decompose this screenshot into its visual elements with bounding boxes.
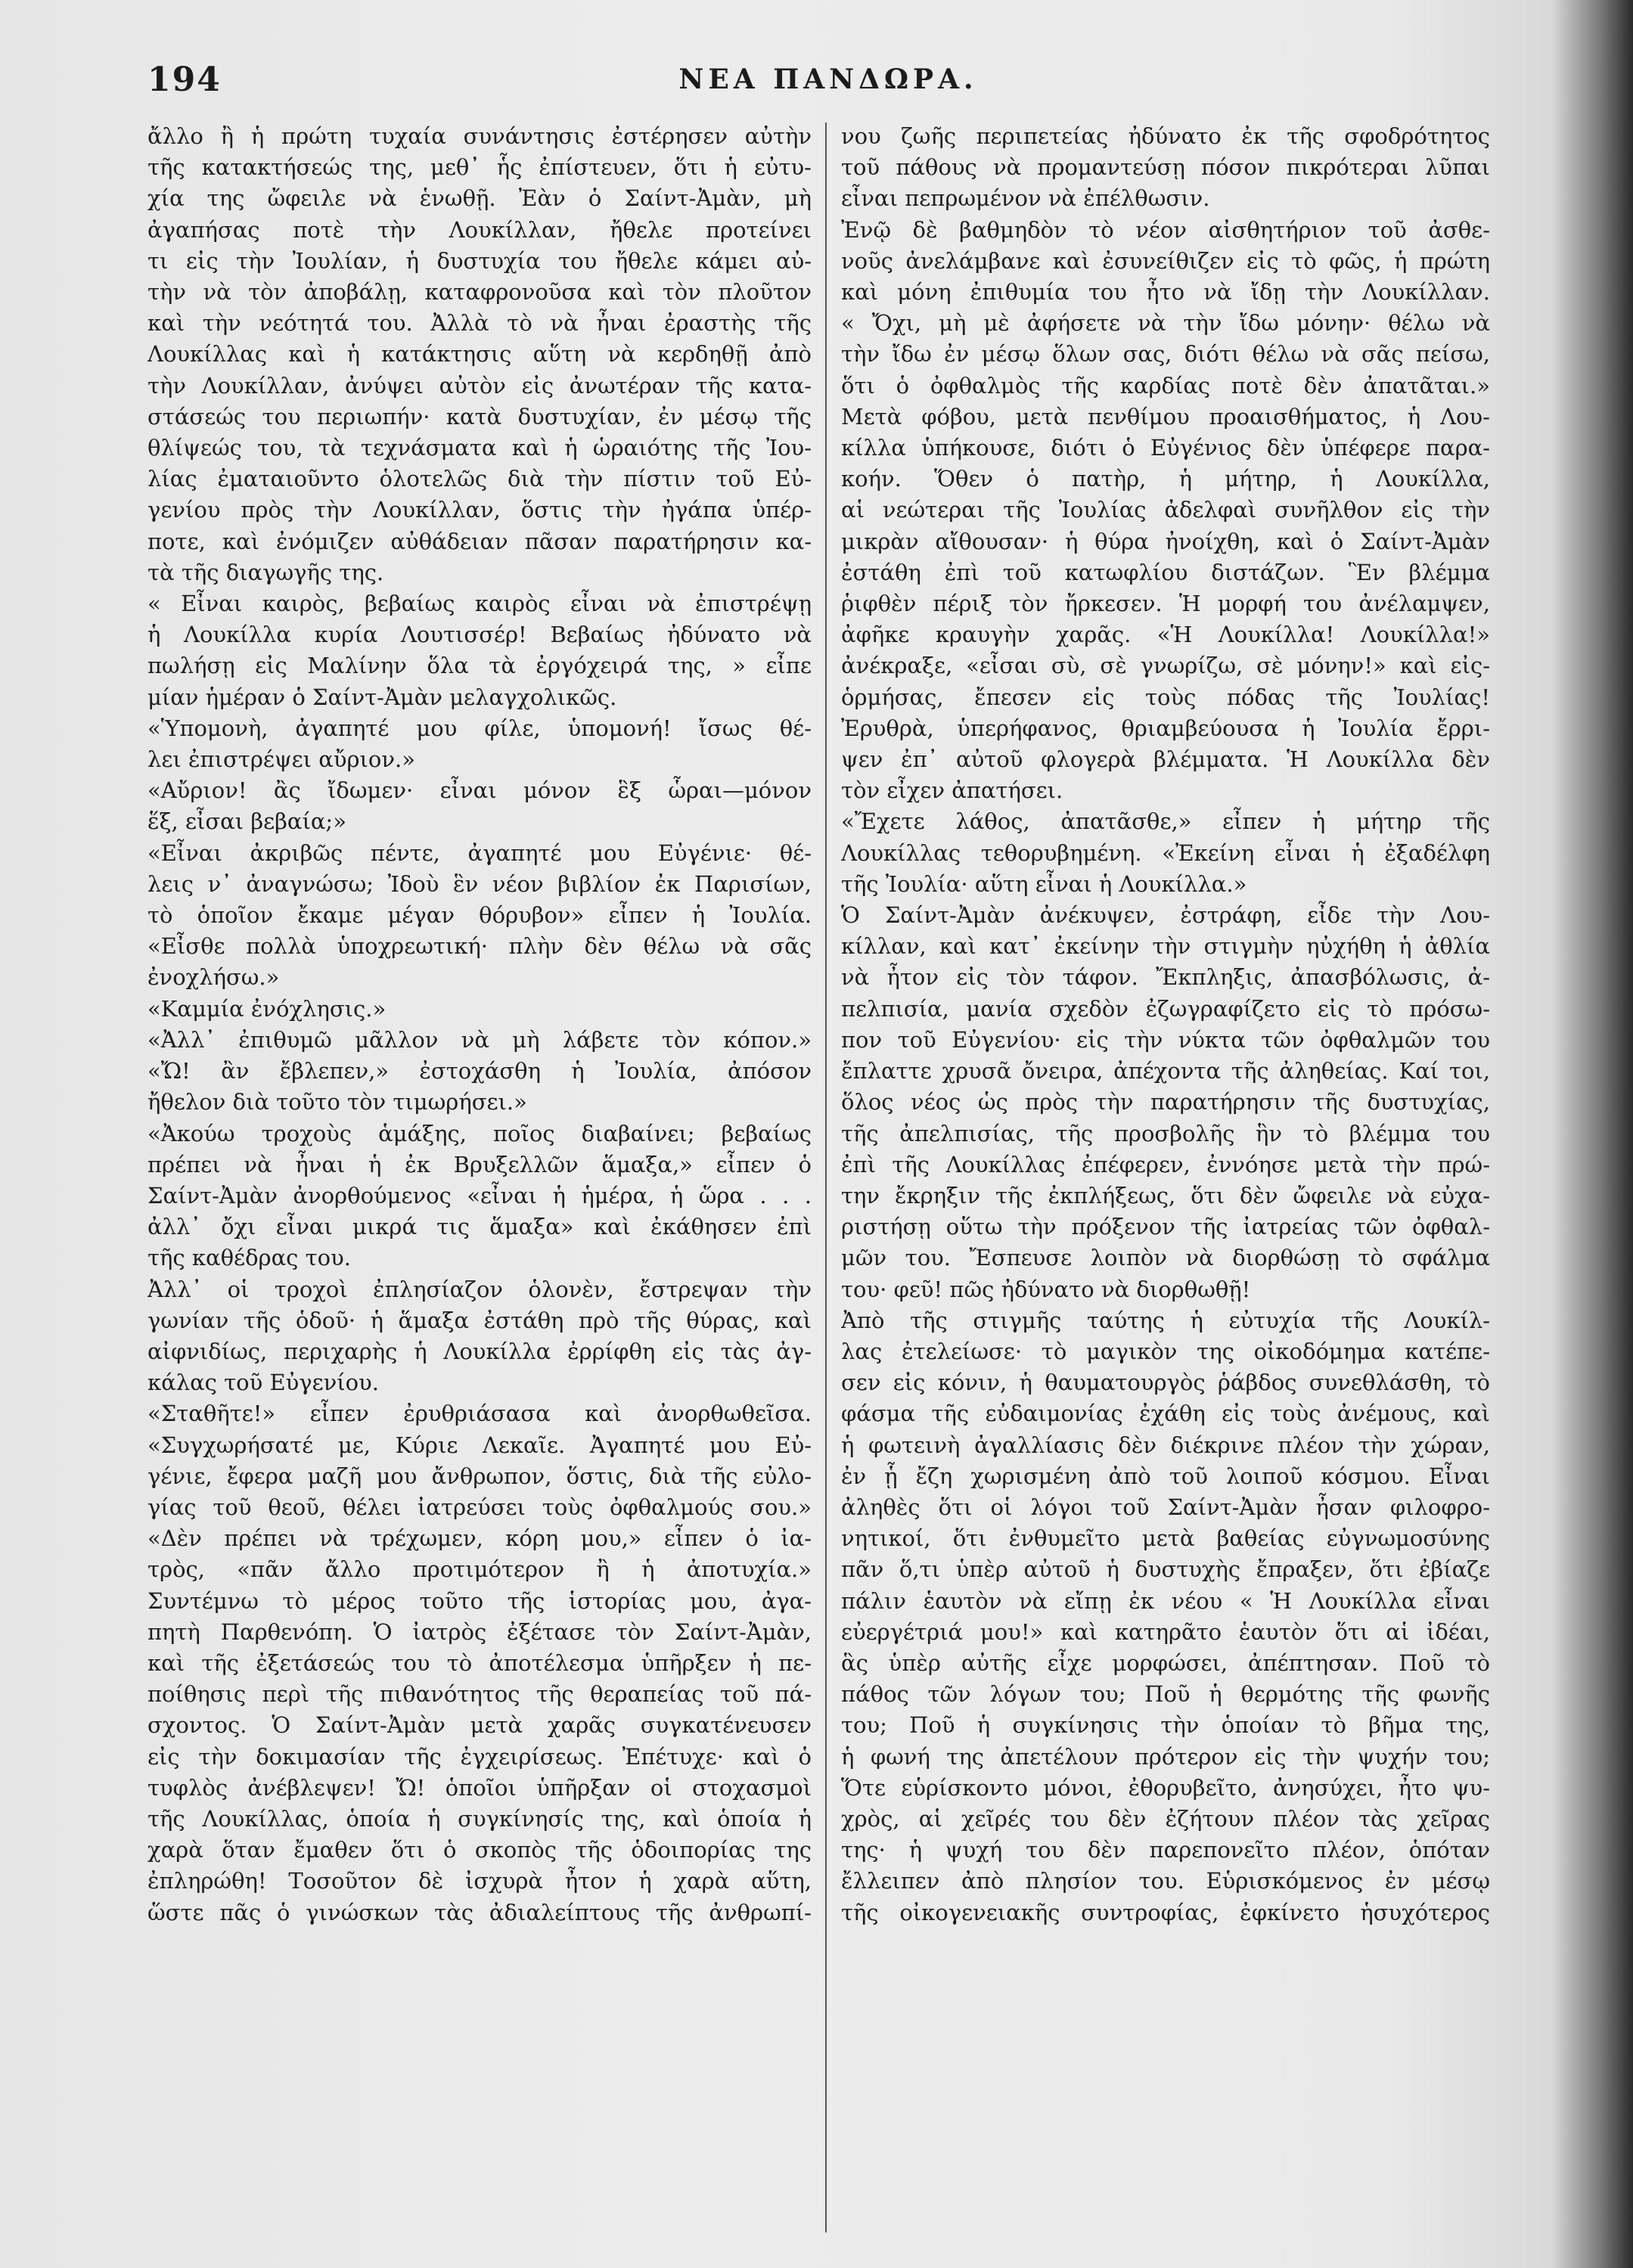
text-line: αἱ νεώτεραι τῆς Ἰουλίας ἀδελφαὶ συνῆλθον εἰς τὴν (841, 497, 1490, 523)
text-line: Λουκίλλας τεθορυβημένη. «Ἐκείνη εἶναι ἡ ἐξαδέλφη (841, 839, 1490, 866)
text-line: Ὁ Σαίντ-Ἀμὰν ἀνέκυψεν, ἐστράφη, εἶδε τὴν Λου- (841, 902, 1490, 929)
text-line: γίας τοῦ θεοῦ, θέλει ἰατρεύσει τοὺς ὀφθαλμούς σου.» (147, 1494, 812, 1520)
text-line: Σαίντ-Ἀμὰν ἀνορθούμενος «εἶναι ἡ ἡμέρα, ἡ ὥρα . . . (147, 1182, 812, 1208)
text-line: ἐπληρώθη! Τοσοῦτον δὲ ἰσχυρὰ ἦτον ἡ χαρὰ αὕτη, (147, 1868, 812, 1894)
text-line: τῆς καθέδρας του. (147, 1245, 351, 1271)
text-line: «Συγχωρήσατέ με, Κύριε Λεκαῖε. Ἀγαπητέ μου Εὐ- (147, 1432, 812, 1458)
text-line: «Δὲν πρέπει νὰ τρέχωμεν, κόρη μου,» εἶπεν ὁ ἰα- (147, 1525, 812, 1552)
text-line: λίας ἐματαιοῦντο ὁλοτελῶς διὰ τὴν πίστιν τοῦ Εὐ- (147, 466, 812, 492)
text-line: τυφλὸς ἀνέβλεψεν! Ὤ! ὁποῖοι ὑπῆρξαν οἱ στοχασμοὶ (147, 1774, 812, 1801)
text-line: χρὸς, αἱ χεῖρές του δὲν ἐζήτουν πλέον τὰς χεῖρας (841, 1805, 1490, 1832)
text-line: ἤθελον διὰ τοῦτο τὸν τιμωρήσει.» (147, 1089, 527, 1115)
text-line: ψεν ἐπ᾿ αὐτοῦ φλογερὰ βλέμματα. Ἡ Λουκίλλα δὲν (841, 746, 1490, 773)
text-line: τῆς Ἰουλία· αὕτη εἶναι ἡ Λουκίλλα.» (841, 870, 1247, 897)
text-line: λας ἐτελείωσε· τὸ μαγικὸν της οἰκοδόμημα κατέπε- (841, 1338, 1490, 1364)
text-line: σεν εἰς κόνιν, ἡ θαυματουργὸς ῥάβδος συνεθλάσθη, τὸ (841, 1370, 1490, 1396)
text-line: νὰ ἦτον εἰς τὸν τάφον. Ἔκπληξις, ἀπασβόλωσις, ἀ- (841, 964, 1490, 991)
text-line: μῶν του. Ἔσπευσε λοιπὸν νὰ διορθώσῃ τὸ σφάλμα (841, 1245, 1490, 1271)
text-line: κάλας τοῦ Εὐγενίου. (147, 1370, 379, 1396)
text-line: ἃς ὑπὲρ αὐτῆς εἶχε μορφώσει, ἀπέπτησαν. Ποῦ τὸ (841, 1649, 1490, 1676)
text-line: «Καμμία ἐνόχλησις.» (147, 995, 387, 1022)
text-line: πᾶν ὅ,τι ὑπὲρ αὐτοῦ ἡ δυστυχὴς ἔπραξεν, ὅτι ἐβίαζε (841, 1556, 1490, 1583)
text-line: πελπισία, μανία σχεδὸν ἐζωγραφίζετο εἰς τὸ πρόσω- (841, 995, 1490, 1022)
text-line: φάσμα τῆς εὐδαιμονίας ἐχάθη εἰς τοὺς ἀνέμους, καὶ (841, 1401, 1490, 1427)
text-line: Ἐνῷ δὲ βαθμηδὸν τὸ νέον αἰσθητήριον τοῦ ἀσθε- (841, 216, 1490, 243)
text-line: του· φεῦ! πῶς ἠδύνατο νὰ διορθωθῇ! (841, 1276, 1251, 1302)
text-line: Μετὰ φόβου, μετὰ πενθίμου προαισθήματος, ἡ Λου- (841, 403, 1490, 430)
text-line: Λουκίλλας καὶ ἡ κατάκτησις αὕτη νὰ κερδηθῇ ἀπὸ (147, 341, 812, 368)
text-line: «Ἀλλ᾿ ἐπιθυμῶ μᾶλλον νὰ μὴ λάβετε τὸν κόπον.» (147, 1026, 812, 1053)
text-line: εἶναι πεπρωμένον νὰ ἐπέλθωσιν. (841, 185, 1210, 212)
text-line: «Ἀκούω τροχοὺς ἁμάξης, ποῖος διαβαίνει; βεβαίως (147, 1120, 812, 1146)
text-line: νου ζωῆς περιπετείας ἠδύνατο ἐκ τῆς σφοδρότητος (841, 123, 1490, 149)
text-line: του; Ποῦ ἡ συγκίνησις τὴν ὁποίαν τὸ βῆμα της, (841, 1712, 1490, 1739)
text-line: σχοντος. Ὁ Σαίντ-Ἀμὰν μετὰ χαρᾶς συγκατένευσεν (147, 1712, 812, 1739)
text-line: πάθος τῶν λόγων του; Ποῦ ἡ θερμότης τῆς φωνῆς (841, 1681, 1490, 1708)
text-line: εἰς τὴν δοκιμασίαν τῆς ἐγχειρίσεως. Ἐπέτυχε· καὶ ὁ (147, 1743, 812, 1770)
text-line: τὴν Λουκίλλαν, ἀνύψει αὐτὸν εἰς ἀνωτέραν τῆς κατα- (147, 372, 812, 399)
text-line: της· ἡ ψυχή του δὲν παρεπονεῖτο πλέον, ὁπόταν (841, 1837, 1490, 1863)
text-line: κίλλαν, καὶ κατ᾿ ἐκείνην τὴν στιγμὴν ηὐχήθη ἡ ἀθλία (841, 933, 1490, 960)
text-line: «Εἶναι ἀκριβῶς πέντε, ἀγαπητέ μου Εὐγένιε· θέ- (147, 839, 812, 866)
text-line: Συντέμνω τὸ μέρος τοῦτο τῆς ἱστορίας μου, ἀγα- (147, 1587, 812, 1614)
running-title: ΝΕΑ ΠΑΝΔΩΡΑ. (678, 64, 978, 95)
text-line: πάλιν ἑαυτὸν νὰ εἴπῃ ἐκ νέου « Ἡ Λουκίλλα εἶναι (841, 1587, 1490, 1614)
text-line: λει ἐπιστρέψει αὔριον.» (147, 746, 415, 773)
text-line: «Αὔριον! ἂς ἴδωμεν· εἶναι μόνον ἓξ ὧραι—μόνον (147, 777, 812, 804)
text-line: ἄλλο ἢ ἡ πρώτη τυχαία συνάντησις ἐστέρησεν αὐτὴν (147, 123, 812, 149)
text-line: Ἀπὸ τῆς στιγμῆς ταύτης ἡ εὐτυχία τῆς Λουκίλ- (841, 1307, 1490, 1333)
text-line: ἀγαπήσας ποτὲ τὴν Λουκίλλαν, ἤθελε προτείνει (147, 216, 812, 243)
text-line: τῆς κατακτήσεώς της, μεθ᾿ ἧς ἐπίστευεν, ὅτι ἡ εὐτυ- (147, 154, 812, 181)
text-line: γωνίαν τῆς ὁδοῦ· ἡ ἅμαξα ἐστάθη πρὸ τῆς θύρας, καὶ (147, 1307, 812, 1333)
text-line: ἡ Λουκίλλα κυρία Λουτισσέρ! Βεβαίως ἠδύνατο νὰ (147, 622, 812, 648)
text-line: λεις ν᾿ ἀναγνώσω; Ἰδοὺ ἓν νέον βιβλίον ἐκ Παρισίων, (147, 870, 812, 897)
text-line: ῥιφθὲν πέριξ τὸν ἤρκεσεν. Ἡ μορφή του ἀνέλαμψεν, (841, 591, 1490, 617)
text-line: μίαν ἡμέραν ὁ Σαίντ-Ἀμὰν μελαγχολικῶς. (147, 684, 617, 710)
text-line: καὶ τὴν νεότητά του. Ἀλλὰ τὸ νὰ ἦναι ἐραστὴς τῆς (147, 310, 812, 337)
text-line: αἰφνιδίως, περιχαρὴς ἡ Λουκίλλα ἐρρίφθη εἰς τὰς ἀγ- (147, 1338, 812, 1364)
page-header (147, 61, 1509, 113)
left-column (147, 121, 812, 2231)
text-line: ἔλλειπεν ἀπὸ πλησίον του. Εὑρισκόμενος ἐν μέσῳ (841, 1868, 1490, 1894)
text-line: τῆς ἀπελπισίας, τῆς προσβολῆς ἣν τὸ βλέμμα του (841, 1120, 1490, 1146)
text-line: τὴν ἴδω ἐν μέσῳ ὅλων σας, διότι θέλω νὰ σᾶς πείσω, (841, 341, 1490, 368)
text-line: «Εἶσθε πολλὰ ὑποχρεωτική· πλὴν δὲν θέλω νὰ σᾶς (147, 933, 812, 960)
text-line: καὶ μόνη ἐπιθυμία του ἦτο νὰ ἴδῃ τὴν Λουκίλλαν. (841, 279, 1490, 306)
text-line: χαρὰ ὅταν ἔμαθεν ὅτι ὁ σκοπὸς τῆς ὁδοιπορίας της (147, 1837, 812, 1863)
text-line: νοῦς ἀνελάμβανε καὶ ἐσυνείθιζεν εἰς τὸ φῶς, ἡ πρώτη (841, 247, 1490, 274)
text-line: ἀνέκραξε, «εἶσαι σὺ, σὲ γνωρίζω, σὲ μόνην!» καὶ εἰς- (841, 653, 1490, 679)
text-line: στάσεώς του περιωπήν· κατὰ δυστυχίαν, ἐν μέσῳ τῆς (147, 403, 812, 430)
text-line: «Ὤ! ἂν ἔβλεπεν,» ἐστοχάσθη ἡ Ἰουλία, ἀπόσον (147, 1058, 812, 1084)
text-line: ἐστάθη ἐπὶ τοῦ κατωφλίου διστάζων. Ἓν βλέμμα (841, 559, 1490, 585)
text-line: ὁρμήσας, ἔπεσεν εἰς τοὺς πόδας τῆς Ἰουλίας! (841, 684, 1490, 710)
text-line: τῆς Λουκίλλας, ὁποία ἡ συγκίνησίς της, καὶ ὁποία ἡ (147, 1805, 812, 1832)
text-line: νητικοί, ὅτι ἐνθυμεῖτο μετὰ βαθείας εὐγνωμοσύνης (841, 1525, 1490, 1552)
text-line: πρέπει νὰ ἦναι ἡ ἐκ Βρυξελλῶν ἅμαξα,» εἶπεν ὁ (147, 1151, 812, 1177)
page-number: 194 (147, 61, 222, 99)
text-line: ἀλλ᾿ ὄχι εἶναι μικρά τις ἅμαξα» καὶ ἐκάθησεν ἐπὶ (147, 1214, 812, 1240)
text-line: ἐνοχλήσω.» (147, 964, 280, 991)
text-line: μικρὰν αἴθουσαν· ἡ θύρα ἠνοίχθη, καὶ ὁ Σαίντ-Ἀμὰν (841, 528, 1490, 554)
text-line: Ἐρυθρὰ, ὑπερήφανος, θριαμβεύουσα ἡ Ἰουλία ἔρρι- (841, 715, 1490, 741)
text-line: κοήν. Ὅθεν ὁ πατὴρ, ἡ μήτηρ, ἡ Λουκίλλα, (841, 466, 1490, 492)
text-line: θλίψεώς του, τὰ τεχνάσματα καὶ ἡ ὡραιότης τῆς Ἰου- (147, 435, 812, 461)
text-line: ἐν ᾗ ἔζη χωρισμένη ἀπὸ τοῦ λοιποῦ κόσμου. Εἶναι (841, 1463, 1490, 1489)
text-line: την ἔκρηξιν τῆς ἐκπλήξεως, ὅτι δὲν ὤφειλε νὰ εὐχα- (841, 1182, 1490, 1208)
text-line: Ὅτε εὑρίσκοντο μόνοι, ἐθορυβεῖτο, ἀνησύχει, ἦτο ψυ- (841, 1774, 1490, 1801)
text-line: ἔπλαττε χρυσᾶ ὄνειρα, ἀπέχοντα τῆς ἀληθείας. Καί τοι, (841, 1058, 1490, 1084)
text-line: « Εἶναι καιρὸς, βεβαίως καιρὸς εἶναι νὰ ἐπιστρέψῃ (147, 591, 812, 617)
text-line: κίλλα ὑπήκουσε, διότι ὁ Εὐγένιος δὲν ὑπέφερε παρα- (841, 435, 1490, 461)
column-divider (825, 123, 827, 2232)
text-line: πωλήσῃ εἰς Μαλίνην ὅλα τὰ ἐργόχειρά της, » εἶπε (147, 653, 812, 679)
text-line: «Ὑπομονὴ, ἀγαπητέ μου φίλε, ὑπομονή! ἴσως θέ- (147, 715, 812, 741)
text-line: γένιε, ἔφερα μαζῆ μου ἄνθρωπον, ὅστις, διὰ τῆς εὐλο- (147, 1463, 812, 1489)
text-line: τὸν εἶχεν ἀπατήσει. (841, 777, 1063, 804)
text-line: ἡ φωνή της ἀπετέλουν πρότερον εἰς τὴν ψυχήν του; (841, 1743, 1490, 1770)
text-line: «Ἔχετε λάθος, ἀπατᾶσθε,» εἶπεν ἡ μήτηρ τῆς (841, 808, 1490, 835)
text-line: τὸ ὁποῖον ἔκαμε μέγαν θόρυβον» εἶπεν ἡ Ἰουλία. (147, 902, 812, 929)
text-line: Ἀλλ᾿ οἱ τροχοὶ ἐπλησίαζον ὁλονὲν, ἔστρεψαν τὴν (147, 1276, 812, 1302)
text-line: ὅτι ὁ ὀφθαλμὸς τῆς καρδίας ποτὲ δὲν ἀπατᾶται.» (841, 372, 1490, 399)
text-line: ἡ φωτεινὴ ἀγαλλίασις δὲν διέκρινε πλέον τὴν χώραν, (841, 1432, 1490, 1458)
text-line: εὐεργέτριά μου!» καὶ κατηρᾶτο ἑαυτὸν ὅτι αἱ ἰδέαι, (841, 1618, 1490, 1645)
text-line: « Ὄχι, μὴ μὲ ἀφήσετε νὰ τὴν ἴδω μόνην· θέλω νὰ (841, 310, 1490, 337)
text-line: ποίθησις περὶ τῆς πιθανότητος τῆς θεραπείας τοῦ πά- (147, 1681, 812, 1708)
text-line: ριστήσῃ οὕτω τὴν πρόξενον τῆς ἰατρείας τῶν ὀφθαλ- (841, 1214, 1490, 1240)
text-line: τοῦ πάθους νὰ προμαντεύσῃ πόσον πικρότεραι λῦπαι (841, 154, 1490, 181)
text-line: τὴν νὰ τὸν ἀποβάλῃ, καταφρονοῦσα καὶ τὸν πλοῦτον (147, 279, 812, 306)
text-line: «Σταθῆτε!» εἶπεν ἐρυθριάσασα καὶ ἀνορθωθεῖσα. (147, 1401, 812, 1427)
text-line: ἀφῆκε κραυγὴν χαρᾶς. «Ἡ Λουκίλλα! Λουκίλλα!» (841, 622, 1490, 648)
text-line: ἕξ, εἶσαι βεβαία;» (147, 808, 346, 835)
text-line: χία της ὤφειλε νὰ ἑνωθῇ. Ἐὰν ὁ Σαίντ-Ἀμὰν, μὴ (147, 185, 812, 212)
text-line: ἀληθὲς ὅτι οἱ λόγοι τοῦ Σαίντ-Ἀμὰν ἦσαν φιλοφρο- (841, 1494, 1490, 1520)
text-line: τὰ τῆς διαγωγῆς της. (147, 559, 384, 585)
text-line: τῆς οἰκογενειακῆς συντροφίας, ἐφκίνετο ἡσυχότερος (841, 1899, 1490, 1925)
text-line: πον τοῦ Εὐγενίου· εἰς τὴν νύκτα τῶν ὀφθαλμῶν του (841, 1026, 1490, 1053)
right-column (841, 121, 1490, 2231)
text-line: ἐπὶ τῆς Λουκίλλας ἐπέφερεν, ἐννόησε μετὰ τὴν πρώ- (841, 1151, 1490, 1177)
text-line: ὅλος νέος ὡς πρὸς τὴν παρατήρησιν τῆς δυστυχίας, (841, 1089, 1490, 1115)
text-line: τι εἰς τὴν Ἰουλίαν, ἡ δυστυχία του ἤθελε κάμει αὐ- (147, 247, 812, 274)
text-line: καὶ τῆς ἐξετάσεώς του τὸ ἀποτέλεσμα ὑπῆρξεν ἡ πε- (147, 1649, 812, 1676)
text-line: ὥστε πᾶς ὁ γινώσκων τὰς ἀδιαλείπτους τῆς ἀνθρωπί- (147, 1899, 812, 1925)
text-line: γενίου πρὸς τὴν Λουκίλλαν, ὅστις τὴν ἠγάπα ὑπέρ- (147, 497, 812, 523)
text-line: τρὸς, «πᾶν ἄλλο προτιμότερον ἢ ἡ ἀποτυχία.» (147, 1556, 812, 1583)
text-line: πητὴ Παρθενόπη. Ὁ ἰατρὸς ἐξέτασε τὸν Σαίντ-Ἀμὰν, (147, 1618, 812, 1645)
text-line: ποτε, καὶ ἐνόμιζεν αὐθάδειαν πᾶσαν παρατήρησιν κα- (147, 528, 812, 554)
